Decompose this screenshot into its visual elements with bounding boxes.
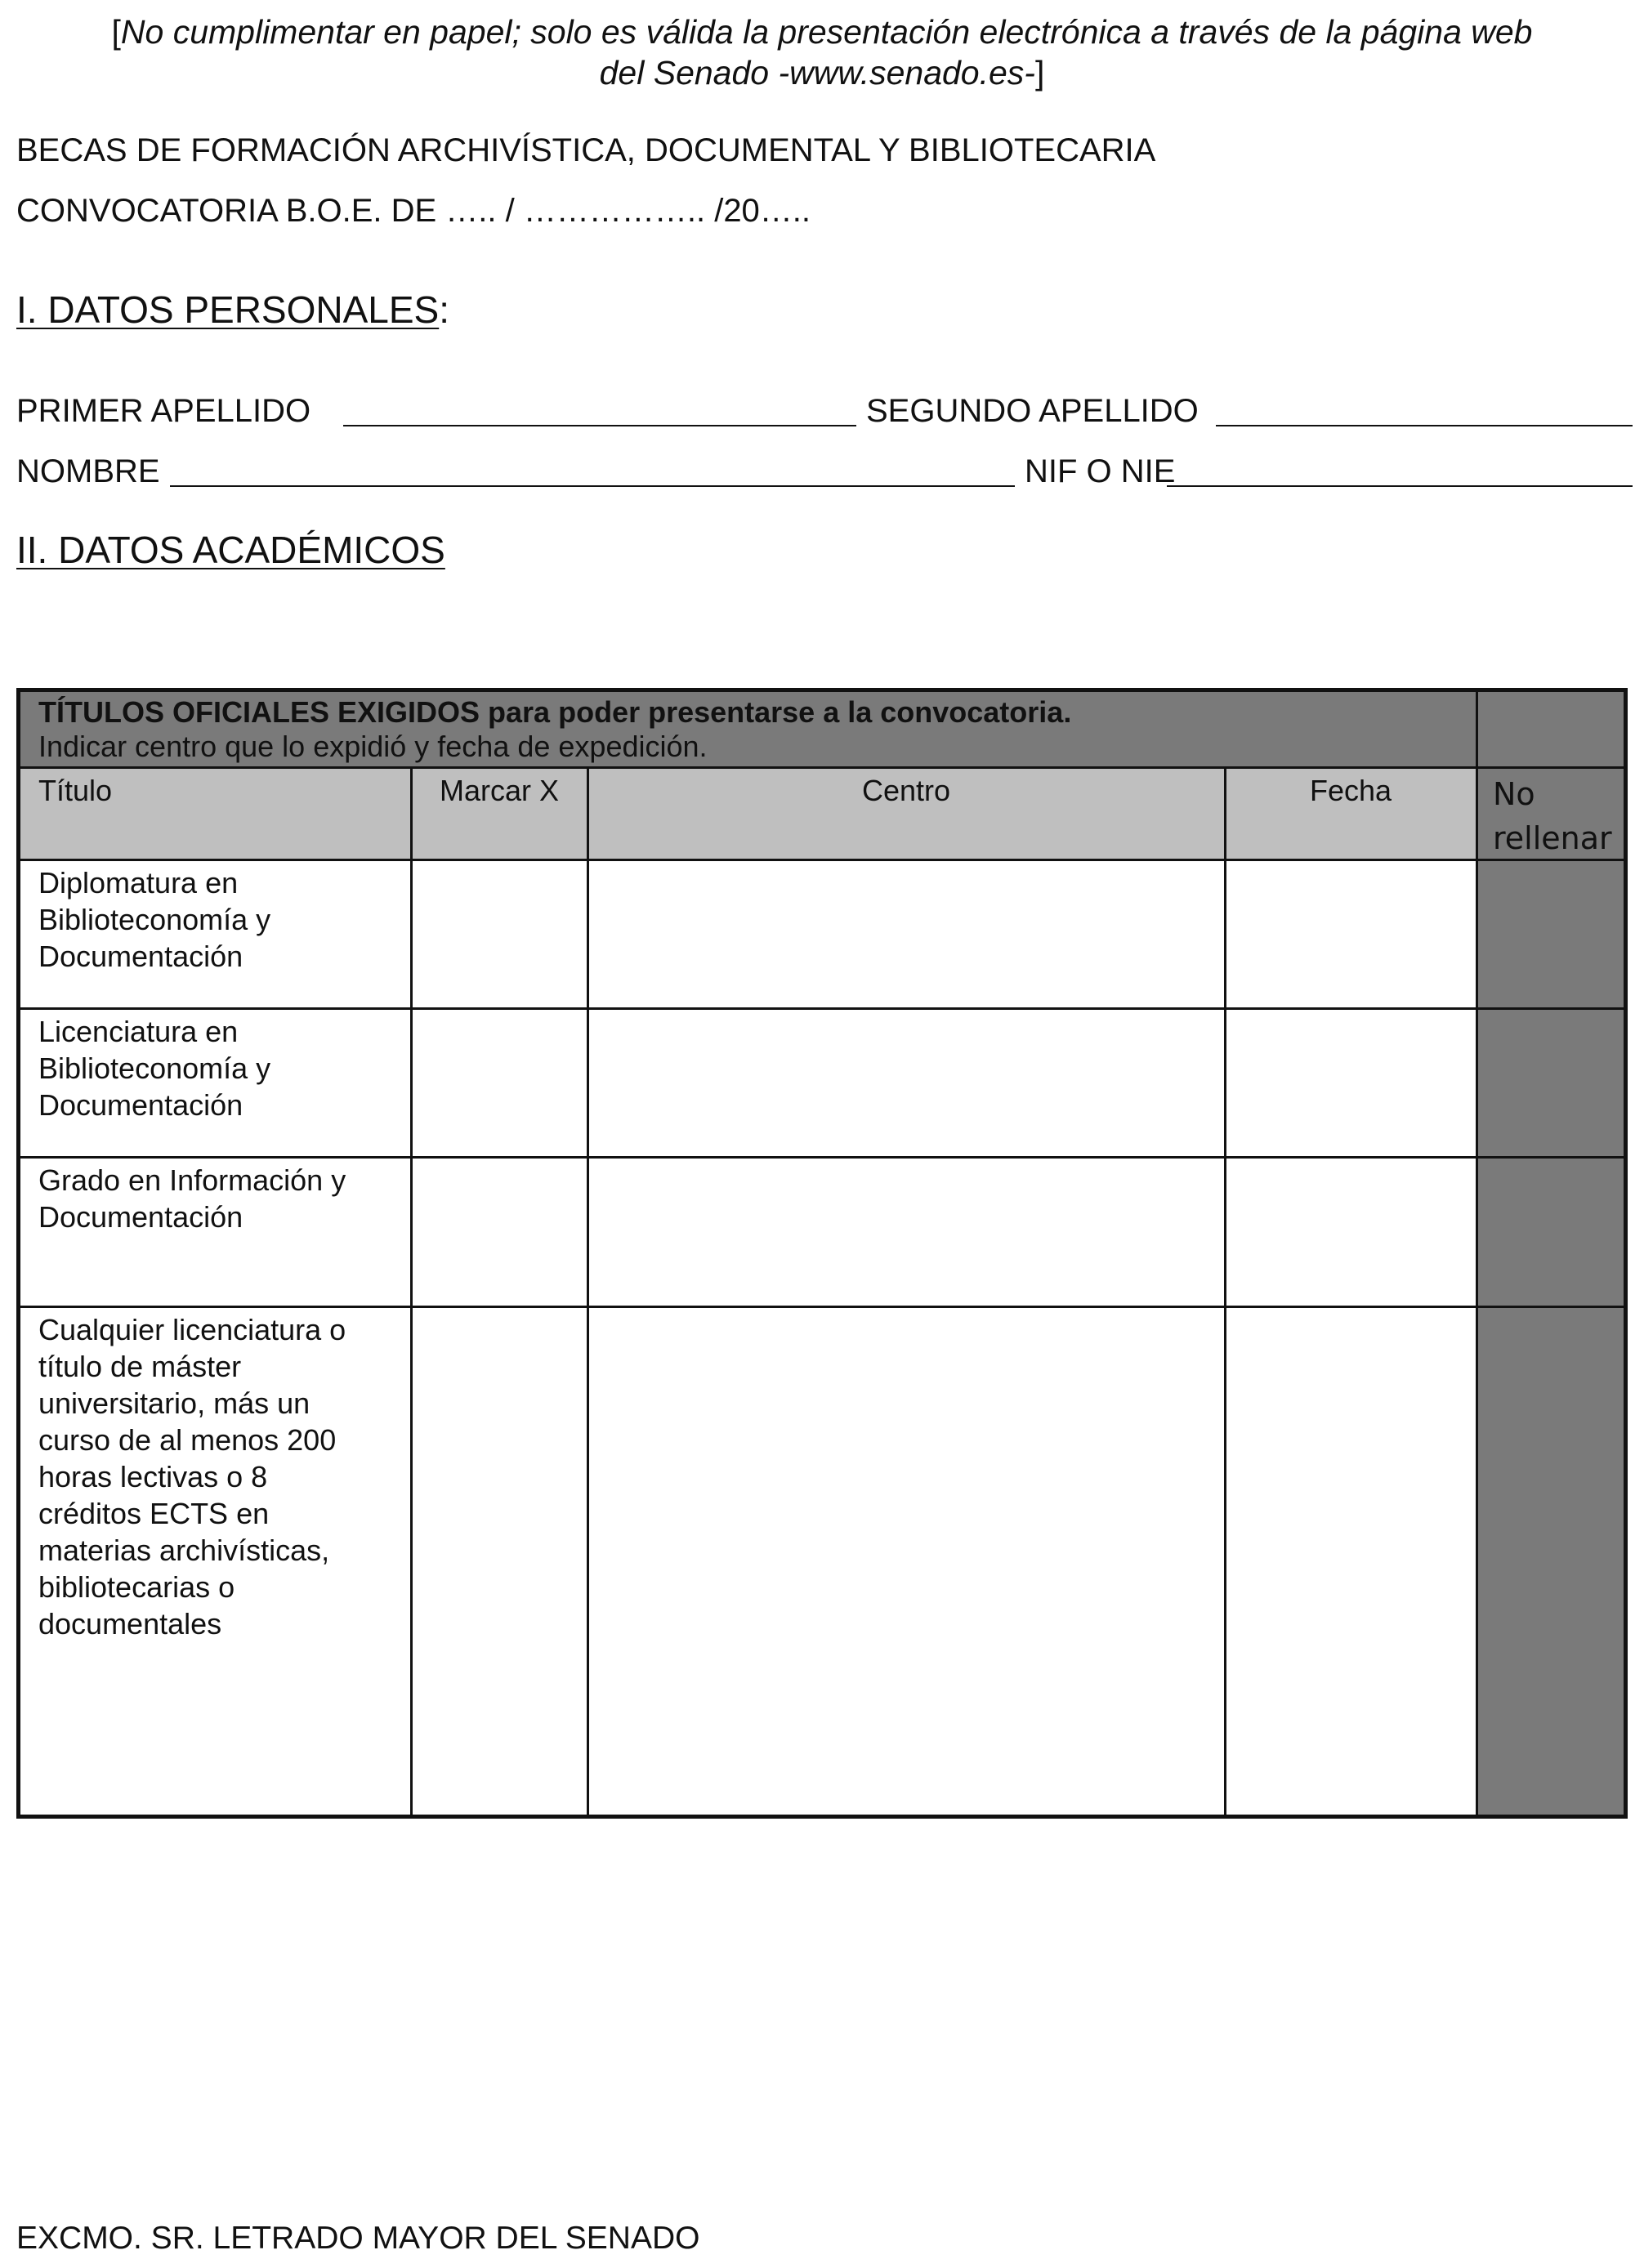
row-4-line: documentales — [38, 1607, 222, 1641]
grid-line — [20, 766, 1624, 769]
academic-titles-table — [16, 688, 1628, 1819]
nombre-field[interactable] — [170, 485, 1015, 487]
personal-data-heading — [16, 288, 449, 332]
row-1-line: Diplomatura en — [38, 866, 239, 900]
fecha-cell-2[interactable] — [1225, 1008, 1476, 1157]
col-header-marcar: Marcar X — [439, 774, 560, 807]
grid-line — [1224, 766, 1226, 1815]
fecha-cell-3[interactable] — [1225, 1157, 1476, 1306]
marcar-cell-3[interactable] — [411, 1157, 587, 1306]
academic-data-heading — [16, 528, 445, 572]
personal-data-heading-text: I. DATOS PERSONALES — [16, 288, 440, 331]
row-4-line: universitario, más un — [38, 1386, 310, 1420]
fecha-cell-1[interactable] — [1225, 859, 1476, 1008]
marcar-cell-2[interactable] — [411, 1008, 587, 1157]
row-2-line: Biblioteconomía y — [38, 1051, 271, 1085]
row-4-line: curso de al menos 200 — [38, 1423, 337, 1457]
row-3-line: Grado en Información y — [38, 1163, 346, 1197]
table-row-title-2 — [20, 1008, 411, 1157]
no-rellenar-line-1: No — [1493, 776, 1535, 812]
nif-field[interactable] — [1167, 485, 1633, 487]
grid-line — [20, 1156, 1624, 1159]
form-title: BECAS DE FORMACIÓN ARCHIVÍSTICA, DOCUMENTAL Y BIBLIOTECARIA — [16, 132, 1156, 168]
row-4-line: bibliotecarias o — [38, 1570, 235, 1604]
row-4-line: materias archivísticas, — [38, 1534, 330, 1567]
grid-line — [20, 859, 1624, 861]
table-title-cell — [20, 692, 1476, 767]
segundo-apellido-label: SEGUNDO APELLIDO — [866, 393, 1199, 429]
col-header-no-rellenar — [1476, 767, 1624, 859]
academic-data-heading-text: II. DATOS ACADÉMICOS — [16, 529, 445, 571]
centro-cell-3[interactable] — [587, 1157, 1225, 1306]
nombre-label: NOMBRE — [16, 453, 160, 489]
grid-line — [20, 1306, 1624, 1308]
grid-line — [410, 766, 413, 1815]
notice-open-bracket: [ — [111, 13, 121, 51]
no-rellenar-line-2: rellenar — [1493, 820, 1612, 856]
row-1-line: Documentación — [38, 940, 243, 973]
row-2-line: Licenciatura en — [38, 1015, 239, 1048]
electronic-submission-notice — [33, 11, 1611, 93]
apellidos-row — [16, 391, 1634, 431]
marcar-cell-4[interactable] — [411, 1306, 587, 1815]
row-4-line: créditos ECTS en — [38, 1497, 270, 1530]
row-4-line: Cualquier licenciatura o — [38, 1313, 346, 1346]
row-4-line: título de máster — [38, 1350, 242, 1383]
table-row-title-4 — [20, 1306, 411, 1815]
col-header-centro: Centro — [861, 774, 951, 807]
table-row-title-3 — [20, 1157, 411, 1306]
row-4-line: horas lectivas o 8 — [38, 1460, 268, 1493]
centro-cell-2[interactable] — [587, 1008, 1225, 1157]
grid-line — [20, 1007, 1624, 1010]
row-3-line: Documentación — [38, 1200, 243, 1234]
primer-apellido-label: PRIMER APELLIDO — [16, 393, 311, 429]
notice-line-1: No cumplimentar en papel; solo es válida la presentación electrónica a través de la página web — [120, 13, 1533, 51]
centro-cell-4[interactable] — [587, 1306, 1225, 1815]
nombre-row — [16, 451, 1634, 492]
row-2-line: Documentación — [38, 1088, 243, 1122]
table-title-right-cell — [1476, 692, 1624, 767]
addressee-footer: EXCMO. SR. LETRADO MAYOR DEL SENADO — [16, 2221, 700, 2256]
personal-data-heading-colon: : — [439, 288, 450, 331]
segundo-apellido-field[interactable] — [1216, 425, 1633, 426]
nif-label: NIF O NIE — [1025, 453, 1176, 489]
table-title: TÍTULOS OFICIALES EXIGIDOS para poder presentarse a la convocatoria. — [38, 695, 1072, 729]
row-1-line: Biblioteconomía y — [38, 903, 271, 936]
centro-cell-1[interactable] — [587, 859, 1225, 1008]
notice-close-bracket: ] — [1034, 54, 1045, 92]
notice-line-2: del Senado -www.senado.es- — [599, 54, 1035, 92]
grid-line — [587, 766, 589, 1815]
col-header-titulo: Título — [38, 774, 113, 807]
convocatoria-line: CONVOCATORIA B.O.E. DE ….. / …………….. /20….. — [16, 193, 811, 229]
marcar-cell-1[interactable] — [411, 859, 587, 1008]
primer-apellido-field[interactable] — [343, 425, 856, 426]
fecha-cell-4[interactable] — [1225, 1306, 1476, 1815]
table-subtitle: Indicar centro que lo expidió y fecha de expedición. — [38, 730, 708, 763]
no-rellenar-column — [1476, 859, 1624, 1815]
table-row-title-1 — [20, 859, 411, 1008]
col-header-fecha: Fecha — [1309, 774, 1392, 807]
